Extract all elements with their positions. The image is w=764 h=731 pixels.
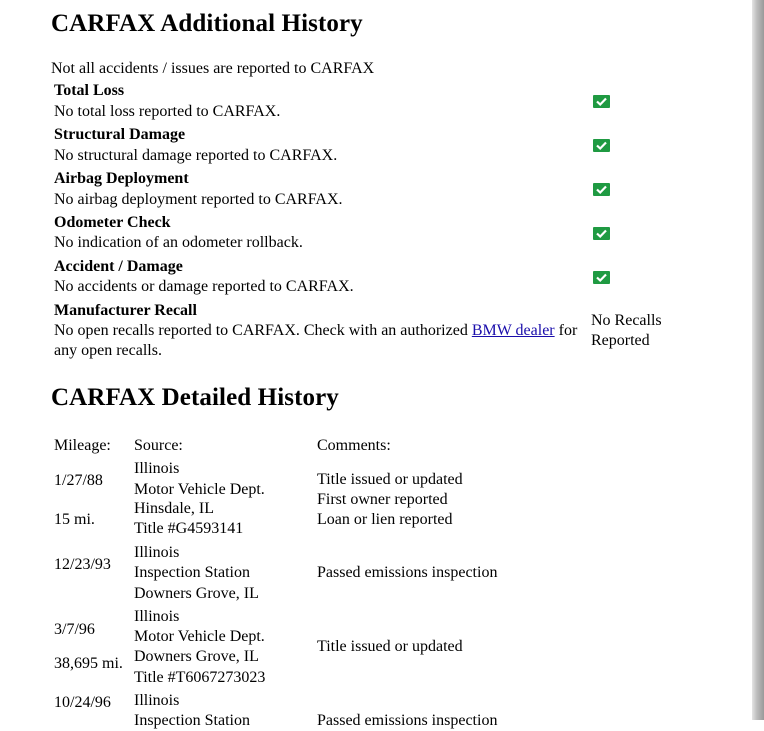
recall-text-line2: any open recalls. (54, 342, 162, 359)
header-comments: Comments: (317, 437, 391, 454)
row-source-line: Illinois (134, 460, 180, 477)
header-source: Source: (134, 437, 183, 454)
item-heading-accident-damage: Accident / Damage (54, 258, 183, 275)
item-text-structural-damage: No structural damage reported to CARFAX. (54, 147, 338, 164)
row-source-line: Motor Vehicle Dept. (134, 628, 265, 645)
row-comment-line: Passed emissions inspection (317, 712, 498, 729)
item-text-airbag-deployment: No airbag deployment reported to CARFAX. (54, 191, 343, 208)
row-source-line: Downers Grove, IL (134, 648, 259, 665)
row-comment-line: Passed emissions inspection (317, 564, 498, 581)
additional-note: Not all accidents / issues are reported to CARFAX (51, 60, 375, 77)
row-comment-line: First owner reported (317, 491, 448, 508)
item-heading-odometer-check: Odometer Check (54, 214, 171, 231)
row-source-line: Title #G4593141 (134, 520, 244, 537)
row-date: 12/23/93 (54, 556, 111, 573)
checkmark-icon (593, 139, 610, 152)
checkmark-icon (593, 227, 610, 240)
item-text-total-loss: No total loss reported to CARFAX. (54, 103, 281, 120)
row-source-line: Downers Grove, IL (134, 585, 259, 602)
checkmark-icon (593, 183, 610, 196)
row-source-line: Title #T6067273023 (134, 669, 266, 686)
recall-status-line2: Reported (591, 332, 650, 349)
row-source-line: Inspection Station (134, 564, 250, 581)
row-date: 3/7/96 (54, 621, 95, 638)
item-text-accident-damage: No accidents or damage reported to CARFAX. (54, 278, 354, 295)
checkmark-icon (593, 95, 610, 108)
bmw-dealer-link[interactable]: BMW dealer (471, 322, 555, 339)
item-heading-total-loss: Total Loss (54, 82, 125, 99)
header-mileage: Mileage: (54, 437, 111, 454)
row-source-line: Illinois (134, 692, 180, 709)
window-edge (752, 0, 764, 720)
row-comment-line: Loan or lien reported (317, 511, 453, 528)
detailed-history-title: CARFAX Detailed History (51, 384, 339, 411)
checkmark-icon (593, 271, 610, 284)
row-date: 10/24/96 (54, 694, 111, 711)
row-source-line: Hinsdale, IL (134, 500, 214, 517)
row-mileage: 15 mi. (54, 511, 95, 528)
recall-text-before: No open recalls reported to CARFAX. Check with an authorized (54, 322, 468, 339)
row-date: 1/27/88 (54, 472, 103, 489)
row-comment-line: Title issued or updated (317, 471, 463, 488)
additional-history-title: CARFAX Additional History (51, 10, 363, 37)
item-heading-manufacturer-recall: Manufacturer Recall (54, 302, 197, 319)
row-mileage: 38,695 mi. (54, 655, 123, 672)
recall-status-line1: No Recalls (591, 312, 662, 329)
row-source-line: Illinois (134, 608, 180, 625)
item-heading-airbag-deployment: Airbag Deployment (54, 170, 189, 187)
item-heading-structural-damage: Structural Damage (54, 126, 186, 143)
recall-text-line1 (54, 321, 577, 341)
row-source-line: Motor Vehicle Dept. (134, 481, 265, 498)
row-source-line: Inspection Station (134, 712, 250, 729)
row-source-line: Illinois (134, 544, 180, 561)
recall-text-after: for (558, 322, 578, 339)
row-comment-line: Title issued or updated (317, 638, 463, 655)
item-text-odometer-check: No indication of an odometer rollback. (54, 234, 303, 251)
